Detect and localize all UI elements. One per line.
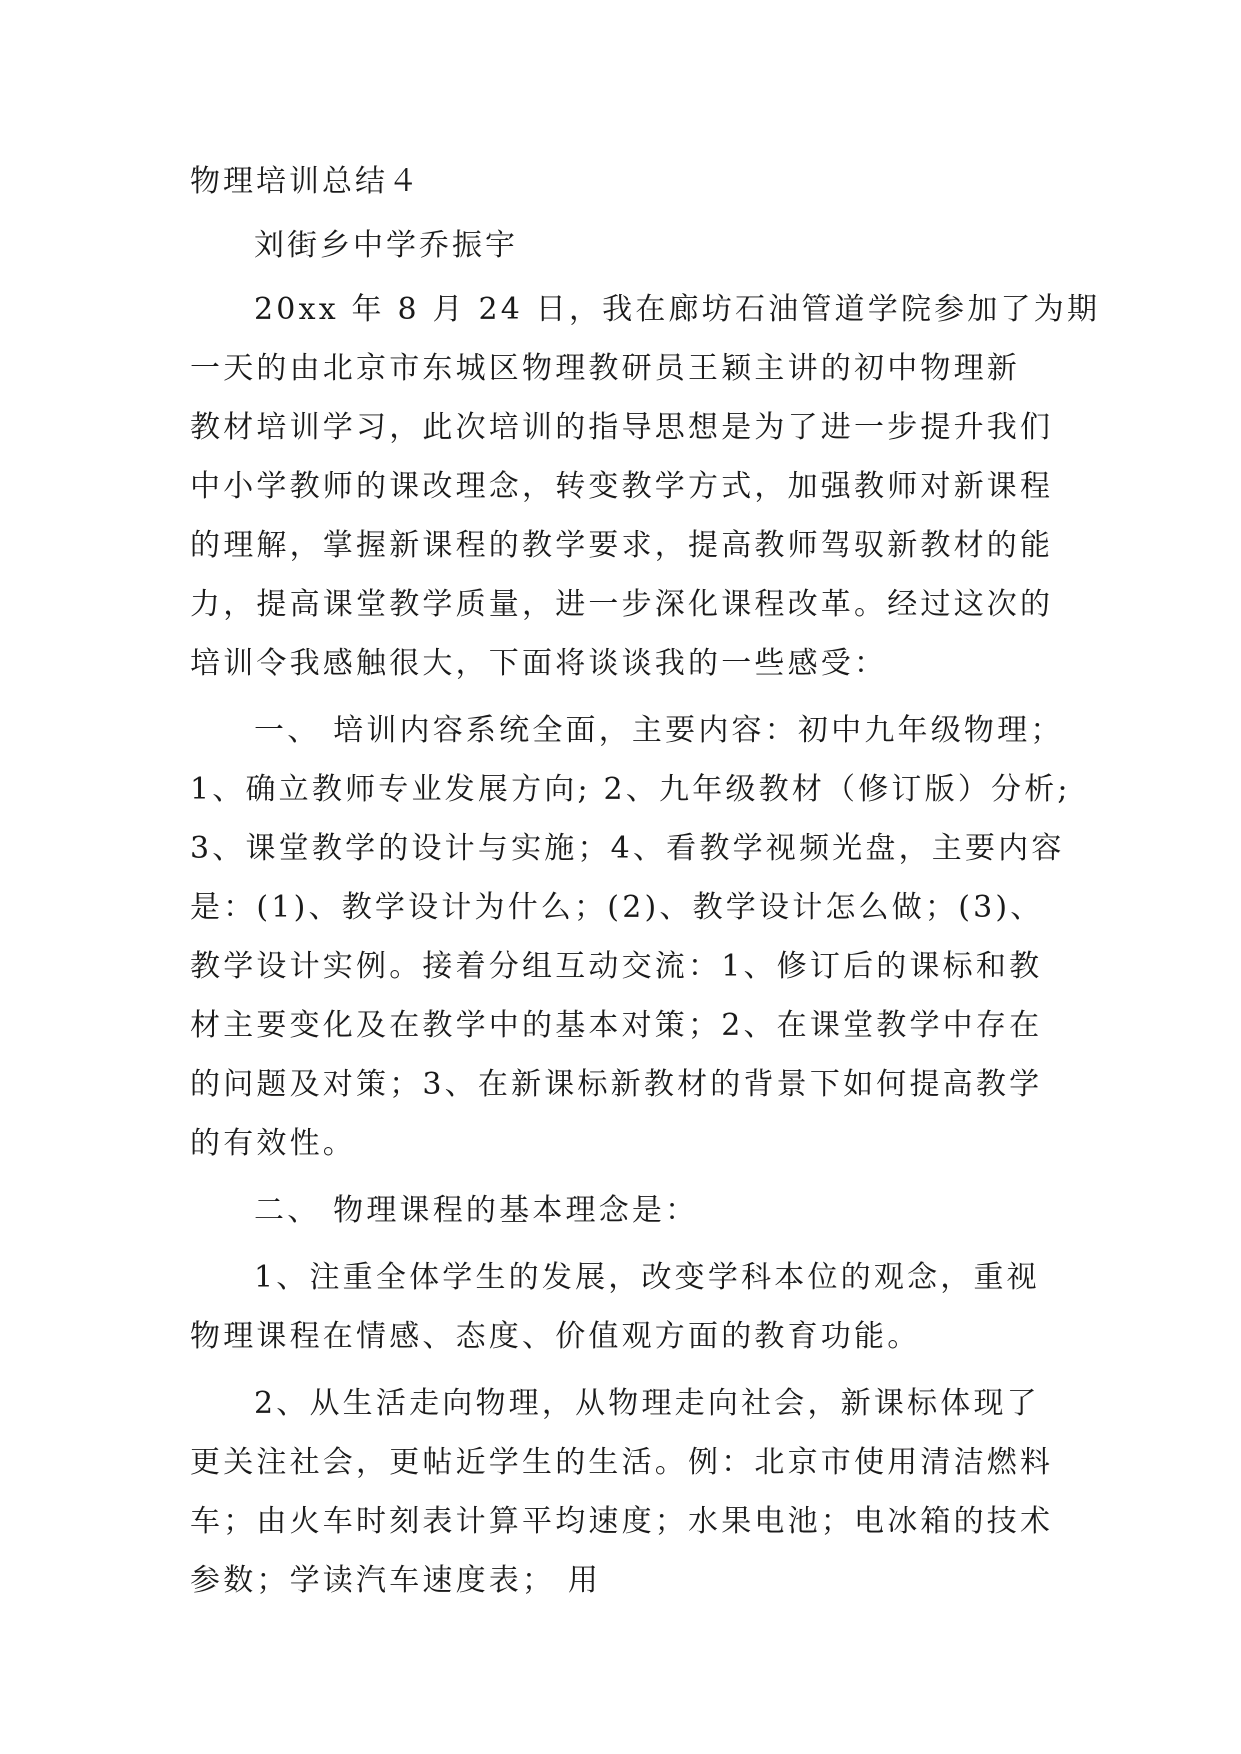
paragraph-line: 3、课堂教学的设计与实施；4、看教学视频光盘，主要内容 bbox=[190, 831, 1065, 866]
section-heading: 二、 物理课程的基本理念是： bbox=[254, 1193, 699, 1228]
paragraph-line: 的问题及对策；3、在新课标新教材的背景下如何提高教学 bbox=[190, 1067, 1043, 1102]
document-author: 刘街乡中学乔振宇 bbox=[254, 228, 518, 263]
paragraph-line: 20xx 年 8 月 24 日，我在廊坊石油管道学院参加了为期 bbox=[254, 292, 1101, 327]
paragraph-line: 1、注重全体学生的发展，改变学科本位的观念，重视 bbox=[254, 1260, 1040, 1295]
paragraph-line: 1、确立教师专业发展方向; 2、九年级教材（修订版）分析; bbox=[190, 772, 1071, 807]
paragraph-line: 一、 培训内容系统全面，主要内容：初中九年级物理； bbox=[254, 713, 1064, 748]
paragraph-line: 教材培训学习，此次培训的指导思想是为了进一步提升我们 bbox=[190, 410, 1054, 445]
paragraph-line: 物理课程在情感、态度、价值观方面的教育功能。 bbox=[190, 1319, 921, 1354]
paragraph-line: 中小学教师的课改理念，转变教学方式，加强教师对新课程 bbox=[190, 469, 1054, 504]
paragraph-point-one bbox=[190, 1250, 1060, 1368]
document-title: 物理培训总结４ bbox=[190, 164, 421, 199]
paragraph-line: 更关注社会，更帖近学生的生活。例：北京市使用清洁燃料 bbox=[190, 1445, 1054, 1480]
paragraph-line: 材主要变化及在教学中的基本对策；2、在课堂教学中存在 bbox=[190, 1008, 1043, 1043]
paragraph-line: 的理解，掌握新课程的教学要求，提高教师驾驭新教材的能 bbox=[190, 528, 1054, 563]
paragraph-line: 的有效性。 bbox=[190, 1126, 356, 1161]
document-body bbox=[190, 154, 1101, 1612]
paragraph-line: 一天的由北京市东城区物理教研员王颖主讲的初中物理新 bbox=[190, 351, 1020, 386]
paragraph-line: 2、从生活走向物理，从物理走向社会，新课标体现了 bbox=[254, 1386, 1040, 1421]
paragraph-line: 培训令我感触很大，下面将谈谈我的一些感受： bbox=[190, 646, 888, 681]
paragraph-line: 力，提高课堂教学质量，进一步深化课程改革。经过这次的 bbox=[190, 587, 1054, 622]
paragraph-intro bbox=[190, 282, 1101, 695]
paragraph-section-two-heading bbox=[190, 1183, 1060, 1242]
paragraph-point-two bbox=[190, 1376, 1060, 1612]
paragraph-line: 车；由火车时刻表计算平均速度；水果电池；电冰箱的技术 bbox=[190, 1504, 1054, 1539]
paragraph-line: 参数；学读汽车速度表； 用 bbox=[190, 1563, 602, 1598]
paragraph-line: 是：(1)、教学设计为什么；(2)、教学设计怎么做；(3)、 bbox=[190, 890, 1044, 925]
paragraph-line: 教学设计实例。接着分组互动交流：1、修订后的课标和教 bbox=[190, 949, 1043, 984]
paragraph-section-one bbox=[190, 703, 1071, 1175]
